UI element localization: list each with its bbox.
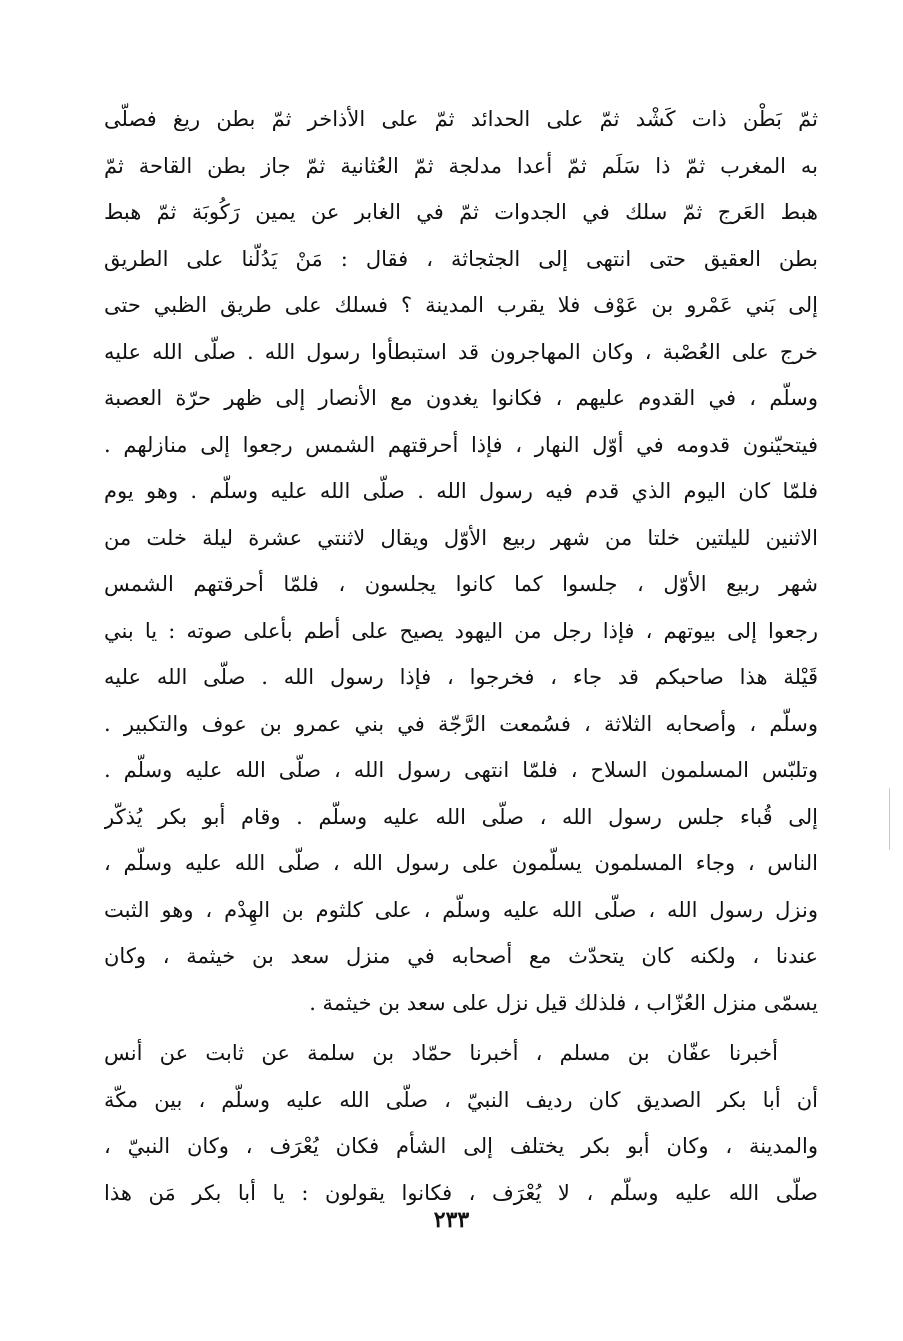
text-line: فيتحيّنون قدومه في أوّل النهار ، فإذا أحرقتهم الشمس رجعوا إلى منازلهم . <box>104 432 818 457</box>
text-line: قَيْلة هذا صاحبكم قد جاء ، فخرجوا ، فإذا رسول الله . صلّى الله عليه <box>104 665 818 689</box>
text-line: إلى بَني عَمْرو بن عَوْف فلا يقرب المدينة ؟ فسلك على طريق الظبي حتى <box>104 293 818 317</box>
text-line: خرج على العُصْبة ، وكان المهاجرون قد استبطأوا رسول الله . صلّى الله عليه <box>104 339 818 364</box>
text-line: رجعوا إلى بيوتهم ، فإذا رجل من اليهود يصيح على أطم بأعلى صوته : يا بني <box>104 618 818 643</box>
text-line: وتلبّس المسلمون السلاح ، فلمّا انتهى رسول الله ، صلّى الله عليه وسلّم . <box>104 758 818 782</box>
text-line: والمدينة ، وكان أبو بكر يختلف إلى الشأم فكان يُعْرَف ، وكان النبيّ ، <box>104 1134 818 1158</box>
text-line: ثمّ بَطْن ذات كَشْد ثمّ على الحدائد ثمّ على الأذاخر ثمّ بطن ريغ فصلّى <box>104 107 818 131</box>
text-line: الاثنين لليلتين خلتا من شهر ربيع الأوّل ويقال لاثنتي عشرة ليلة خلت من <box>104 525 818 550</box>
text-line: بطن العقيق حتى انتهى إلى الجثجاثة ، فقال : مَنْ يَدُلّنا على الطريق <box>104 246 818 271</box>
text-line: شهر ربيع الأوّل ، جلسوا كما كانوا يجلسون ، فلمّا أحرقتهم الشمس <box>104 572 818 596</box>
text-line: صلّى الله عليه وسلّم ، لا يُعْرَف ، فكانوا يقولون : يا أبا بكر مَن هذا <box>104 1180 818 1205</box>
text-line: أخبرنا عفّان بن مسلم ، أخبرنا حمّاد بن سلمة عن ثابت عن أنس <box>104 1041 778 1065</box>
text-line: أن أبا بكر الصديق كان رديف النبيّ ، صلّى الله عليه وسلّم ، بين مكّة <box>104 1087 818 1112</box>
text-line: فلمّا كان اليوم الذي قدم فيه رسول الله . صلّى الله عليه وسلّم . وهو يوم <box>104 479 818 503</box>
text-line: وسلّم ، وأصحابه الثلاثة ، فسُمعت الرَّجّة في بني عمرو بن عوف والتكبير . <box>104 711 818 736</box>
page-number: ٢٣٣ <box>433 1207 470 1233</box>
paragraph-1 <box>104 96 818 1026</box>
text-line: هبط العَرج ثمّ سلك في الجدوات ثمّ في الغابر عن يمين رَكُوبَة ثمّ هبط <box>104 200 818 224</box>
text-line: ونزل رسول الله ، صلّى الله عليه وسلّم ، على كلثوم بن الهِدْم ، وهو الثبت <box>104 897 818 922</box>
text-line: إلى قُباء جلس رسول الله ، صلّى الله عليه وسلّم . وقام أبو بكر يُذكّر <box>104 804 818 829</box>
text-line: به المغرب ثمّ ذا سَلَم ثمّ أعدا مدلجة ثمّ العُثانية ثمّ جاز بطن القاحة ثمّ <box>104 153 818 178</box>
text-line: الناس ، وجاء المسلمون يسلّمون على رسول الله ، صلّى الله عليه وسلّم ، <box>104 851 818 875</box>
text-line: عندنا ، ولكنه كان يتحدّث مع أصحابه في منزل سعد بن خيثمة ، وكان <box>104 944 818 968</box>
paragraph-2 <box>104 1030 818 1216</box>
margin-mark <box>889 788 890 850</box>
text-line: وسلّم ، في القدوم عليهم ، فكانوا يغدون مع الأنصار إلى ظهر حرّة العصبة <box>104 386 818 410</box>
main-text <box>104 96 818 1216</box>
text-line: يسمّى منزل العُزّاب ، فلذلك قيل نزل على سعد بن خيثمة . <box>309 990 818 1015</box>
